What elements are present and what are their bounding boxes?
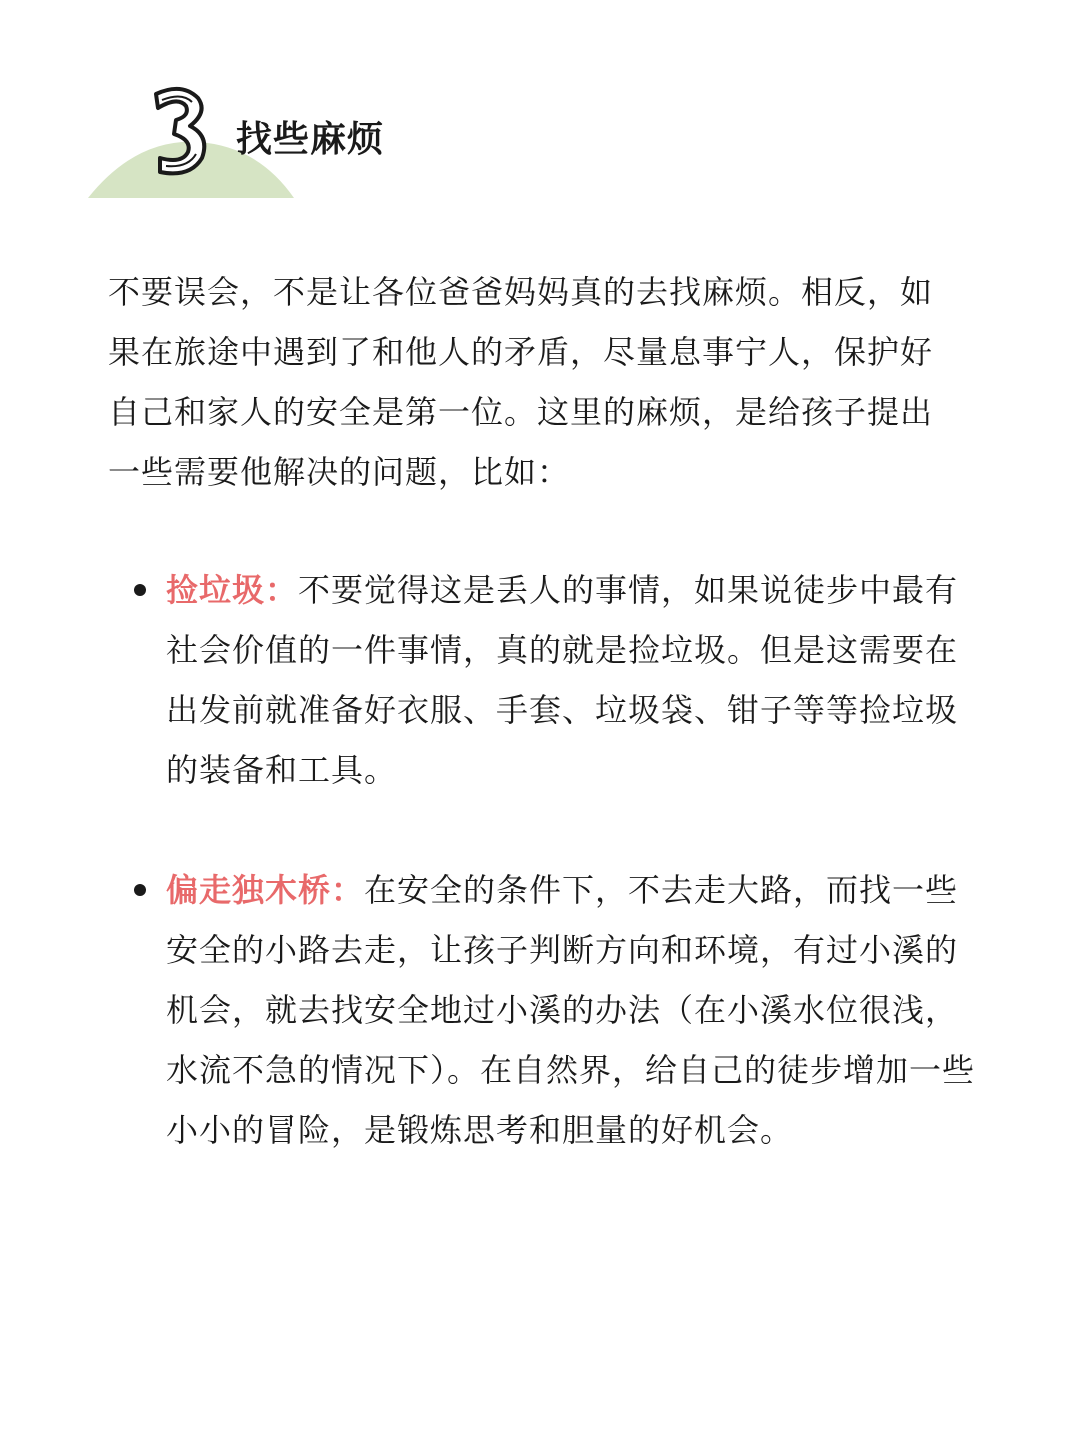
bullet-label: 捡垃圾： <box>166 571 299 609</box>
intro-paragraph: 不要误会，不是让各位爸爸妈妈真的去找麻烦。相反，如果在旅途中遇到了和他人的矛盾，尽量息事宁人，保护好自己和家人的安全是第一位。这里的麻烦，是给孩子提出一些需要他解决的问题，比如： <box>108 273 934 491</box>
list-item <box>130 860 975 1160</box>
tips-list <box>130 560 975 1160</box>
section-header <box>86 70 406 210</box>
bullet-icon <box>134 884 146 896</box>
bullet-label: 偏走独木桥： <box>166 871 365 909</box>
bullet-text: 不要觉得这是丢人的事情，如果说徒步中最有社会价值的一件事情，真的就是捡垃圾。但是这需要在出发前就准备好衣服、手套、垃圾袋、钳子等等捡垃圾的装备和工具。 <box>166 571 959 789</box>
bullet-text: 在安全的条件下，不去走大路，而找一些安全的小路去走，让孩子判断方向和环境，有过小溪的机会，就去找安全地过小溪的办法（在小溪水位很浅，水流不急的情况下）。在自然界，给自己的徒步增加一些小小的冒险，是锻炼思考和胆量的好机会。 <box>166 871 976 1149</box>
section-title: 找些麻烦 <box>236 119 385 160</box>
bullet-icon <box>134 584 146 596</box>
list-item <box>130 560 975 800</box>
section-number-3-icon <box>148 80 210 180</box>
